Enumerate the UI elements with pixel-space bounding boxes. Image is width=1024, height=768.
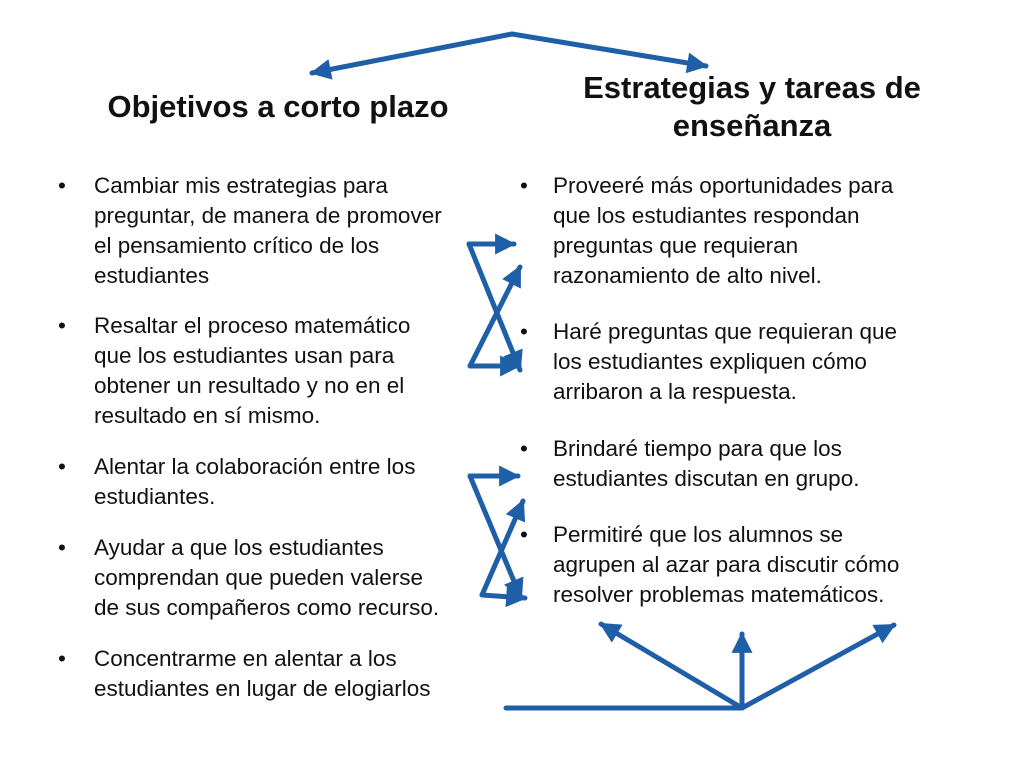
right-heading-line: Estrategias y tareas de	[583, 70, 921, 105]
objective-text: Cambiar mis estrategias para preguntar, de manera de promover el pensamiento crítico de los estudiantes	[94, 173, 442, 288]
strategy-text: Brindaré tiempo para que los estudiantes discutan en grupo.	[553, 436, 860, 491]
bullet: •	[58, 454, 66, 479]
objective-text: Ayudar a que los estudiantes comprendan que pueden valerse de sus compañeros como recurso.	[94, 535, 440, 620]
bullet: •	[58, 535, 66, 560]
objective-text: Alentar la colaboración entre los estudiantes.	[94, 454, 416, 509]
objective-text: Concentrarme en alentar a los estudiantes en lugar de elogiarlos	[94, 646, 431, 701]
right-heading-line: enseñanza	[672, 108, 832, 143]
bullet: •	[520, 173, 528, 198]
strategy-text: Proveeré más oportunidades para que los estudiantes respondan preguntas que requieran razonamiento de alto nivel.	[553, 173, 894, 288]
bullet: •	[520, 319, 528, 344]
bullet: •	[58, 313, 66, 338]
strategy-text: Haré preguntas que requieran que los estudiantes expliquen cómo arribaron a la respuesta.	[553, 319, 897, 404]
left-column-heading: Objetivos a corto plazo	[107, 89, 449, 124]
strategy-text: Permitiré que los alumnos se agrupen al azar para discutir cómo resolver problemas matemáticos.	[553, 522, 900, 607]
bullet: •	[58, 646, 66, 671]
bullet: •	[58, 173, 66, 198]
objective-text: Resaltar el proceso matemático que los estudiantes usan para obtener un resultado y no en el resultado en sí mismo.	[94, 313, 411, 428]
short-term-objectives-list	[52, 0, 502, 768]
bullet: •	[520, 522, 528, 547]
bullet: •	[520, 436, 528, 461]
teaching-strategies-list	[520, 0, 960, 768]
